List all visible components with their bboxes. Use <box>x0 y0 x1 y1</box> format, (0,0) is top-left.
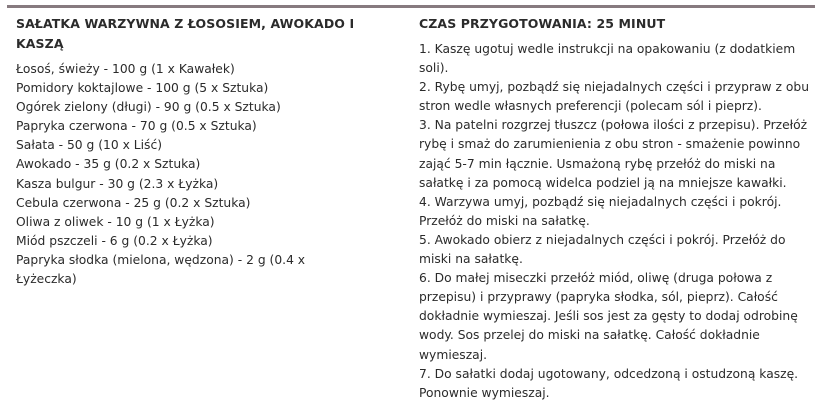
ingredients-column <box>16 14 401 289</box>
top-divider <box>7 5 815 8</box>
step-item: 5. Awokado obierz z niejadalnych części i pokrój. Przełóż do miski na sałatkę. <box>419 232 786 267</box>
ingredient-list <box>16 60 401 289</box>
ingredient-item: Miód pszczeli - 6 g (0.2 x Łyżka) <box>16 233 213 248</box>
ingredient-item: Papryka słodka (mielona, wędzona) - 2 g (0.4 x Łyżeczka) <box>16 252 306 287</box>
step-item: 2. Rybę umyj, pozbądź się niejadalnych części i przypraw z obu stron wedle własnych preferencji (polecam sól i pieprz). <box>419 80 810 114</box>
step-item: 4. Warzywa umyj, pozbądź się niejadalnych części i pokrój. Przełóż do miski na sałatkę. <box>419 194 782 228</box>
ingredient-item: Cebula czerwona - 25 g (0.2 x Sztuka) <box>16 195 251 210</box>
ingredient-item: Papryka czerwona - 70 g (0.5 x Sztuka) <box>16 119 257 134</box>
step-item: 7. Do sałatki dodaj ugotowany, odcedzoną i ostudzoną kaszę. Ponownie wymieszaj. <box>419 366 799 400</box>
ingredient-item: Kasza bulgur - 30 g (2.3 x Łyżka) <box>16 176 219 191</box>
ingredient-item: Sałata - 50 g (10 x Liść) <box>16 138 163 153</box>
ingredient-item: Ogórek zielony (długi) - 90 g (0.5 x Sztuka) <box>16 100 281 115</box>
step-item: 3. Na patelni rozgrzej tłuszcz (połowa ilości z przepisu). Przełóż rybę i smaż do zarumienienia z obu stron - smażenie powinno zająć 5-7 min łącznie. Usmażoną rybę przełóż do miski na sałatkę i za pomocą widelca podziel ją na mniejsze kawałki. <box>419 118 808 190</box>
step-list <box>419 40 819 403</box>
preparation-column <box>419 14 819 403</box>
ingredient-item: Pomidory koktajlowe - 100 g (5 x Sztuka) <box>16 81 269 96</box>
step-item: 1. Kaszę ugotuj wedle instrukcji na opakowaniu (z dodatkiem soli). <box>419 42 796 76</box>
ingredient-item: Łosoś, świeży - 100 g (1 x Kawałek) <box>16 62 235 76</box>
recipe-title: SAŁATKA WARZYWNA Z ŁOSOSIEM, AWOKADO I KASZĄ <box>16 16 355 51</box>
ingredient-item: Awokado - 35 g (0.2 x Sztuka) <box>16 157 201 172</box>
ingredient-item: Oliwa z oliwek - 10 g (1 x Łyżka) <box>16 214 215 229</box>
step-item: 6. Do małej miseczki przełóż miód, oliwę (druga połowa z przepisu) i przyprawy (papryka słodka, sól, pieprz). Całość dokładnie wymieszaj. Jeśli sos jest za gęsty to dodaj odrobinę wody. Sos przelej do miski na sałatkę. Całość dokładnie wymieszaj. <box>419 271 798 362</box>
preparation-time-title: CZAS PRZYGOTOWANIA: 25 MINUT <box>419 16 666 31</box>
